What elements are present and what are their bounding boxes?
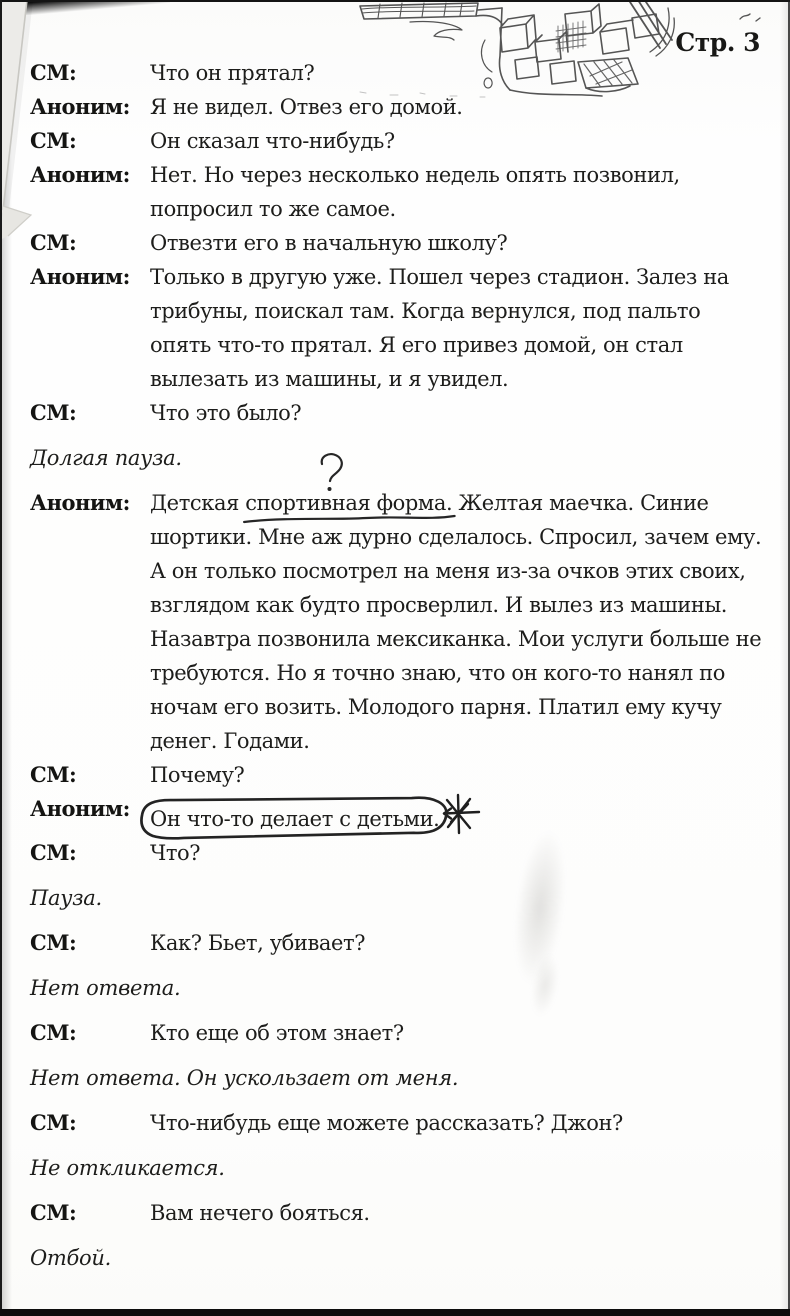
dialogue-row (30, 56, 764, 90)
scan-edge-top (0, 0, 790, 2)
dialogue-row (30, 90, 764, 124)
dialogue-row (30, 486, 764, 758)
stray-pencil-marks (738, 10, 764, 26)
dialogue-text (150, 792, 764, 836)
speaker-label: СМ: (30, 1020, 77, 1045)
dialogue-text: Что-нибудь еще можете рассказать? Джон? (150, 1111, 623, 1135)
underlined-text: спортивная форма (245, 491, 446, 515)
dialogue-row (30, 1196, 764, 1230)
dialogue-text: Кто еще об этом знает? (150, 1021, 404, 1045)
scan-edge-bottom (0, 1309, 790, 1316)
dialogue-text: Он сказал что-нибудь? (150, 129, 395, 153)
dialogue-text: Я не видел. Отвез его домой. (150, 95, 463, 119)
speaker-label: Аноним: (30, 264, 130, 289)
speaker-label: СМ: (30, 400, 77, 425)
speaker-label: СМ: (30, 762, 77, 787)
dialogue-row (30, 124, 764, 158)
stage-direction: Пауза. (30, 886, 102, 910)
stage-direction: Долгая пауза. (30, 446, 182, 470)
speaker-label: СМ: (30, 128, 77, 153)
dialogue-text (150, 486, 764, 758)
dialogue-text: Вам нечего бояться. (150, 1201, 370, 1225)
dialogue-text-segment: Детская (150, 491, 246, 515)
hand-drawn-circle-icon (138, 795, 451, 842)
speaker-label: Аноним: (30, 162, 130, 187)
dialogue-row (30, 792, 764, 836)
dialogue-text: Отвезти его в начальную школу? (150, 231, 508, 255)
dialogue-text: Что? (150, 841, 201, 865)
dialogue-row (30, 396, 764, 430)
scan-edge-left (0, 0, 2, 1316)
dialogue-text: Только в другую уже. Пошел через стадион. Залез на трибуны, поискал там. Когда вернулся, под пальто опять что-то прятал. Я его привез домой, он стал вылезать из машины, и я увидел. (150, 265, 729, 391)
dialogue-text: Как? Бьет, убивает? (150, 931, 366, 955)
speaker-label: СМ: (30, 1110, 77, 1135)
right-edge-shadow (780, 0, 788, 1316)
speaker-label: СМ: (30, 230, 77, 255)
speaker-label: СМ: (30, 1200, 77, 1225)
speaker-label: СМ: (30, 60, 77, 85)
page-number: Стр. 3 (675, 28, 760, 57)
dialogue-text: Нет. Но через несколько недель опять позвонил, попросил то же самое. (150, 163, 680, 221)
stage-direction: Не откликается. (30, 1156, 225, 1180)
dialogue-text-segment: . Желтая маечка. Синие шортики. Мне аж дурно сделалось. Спросил, зачем ему. А он только посмотрел на меня из-за очков этих своих, взглядом как будто просверлил. И вылез из машины. Назавтра позвонила мексиканка. Мои услуги больше не требуются. Но я точно знаю, что он кого-то нанял по ночам его возить. Молодого парня. Платил ему кучу денег. Годами. (150, 491, 762, 753)
dialogue-text: Почему? (150, 763, 245, 787)
stage-direction: Отбой. (30, 1246, 111, 1270)
hand-drawn-underline-icon (242, 513, 457, 525)
dialogue-row (30, 758, 764, 792)
dialogue-row (30, 926, 764, 960)
dialogue-text: Что он прятал? (150, 61, 315, 85)
speaker-label: Аноним: (30, 796, 130, 821)
speaker-label: Аноним: (30, 94, 130, 119)
circle-annotation (150, 802, 439, 836)
dialogue-text: Что это было? (150, 401, 302, 425)
speaker-label: СМ: (30, 930, 77, 955)
dialogue-row (30, 1106, 764, 1140)
circled-text: Он что-то делает с детьми. (150, 807, 440, 831)
stage-direction: Нет ответа. (30, 976, 181, 1000)
dialogue-row (30, 260, 764, 396)
speaker-label: СМ: (30, 840, 77, 865)
dialogue-row (30, 226, 764, 260)
transcript (30, 56, 764, 1286)
underline-annotation (245, 491, 446, 515)
speaker-label: Аноним: (30, 490, 130, 515)
stage-direction: Нет ответа. Он ускользает от меня. (30, 1066, 459, 1090)
dialogue-row (30, 1016, 764, 1050)
dialogue-row (30, 158, 764, 226)
